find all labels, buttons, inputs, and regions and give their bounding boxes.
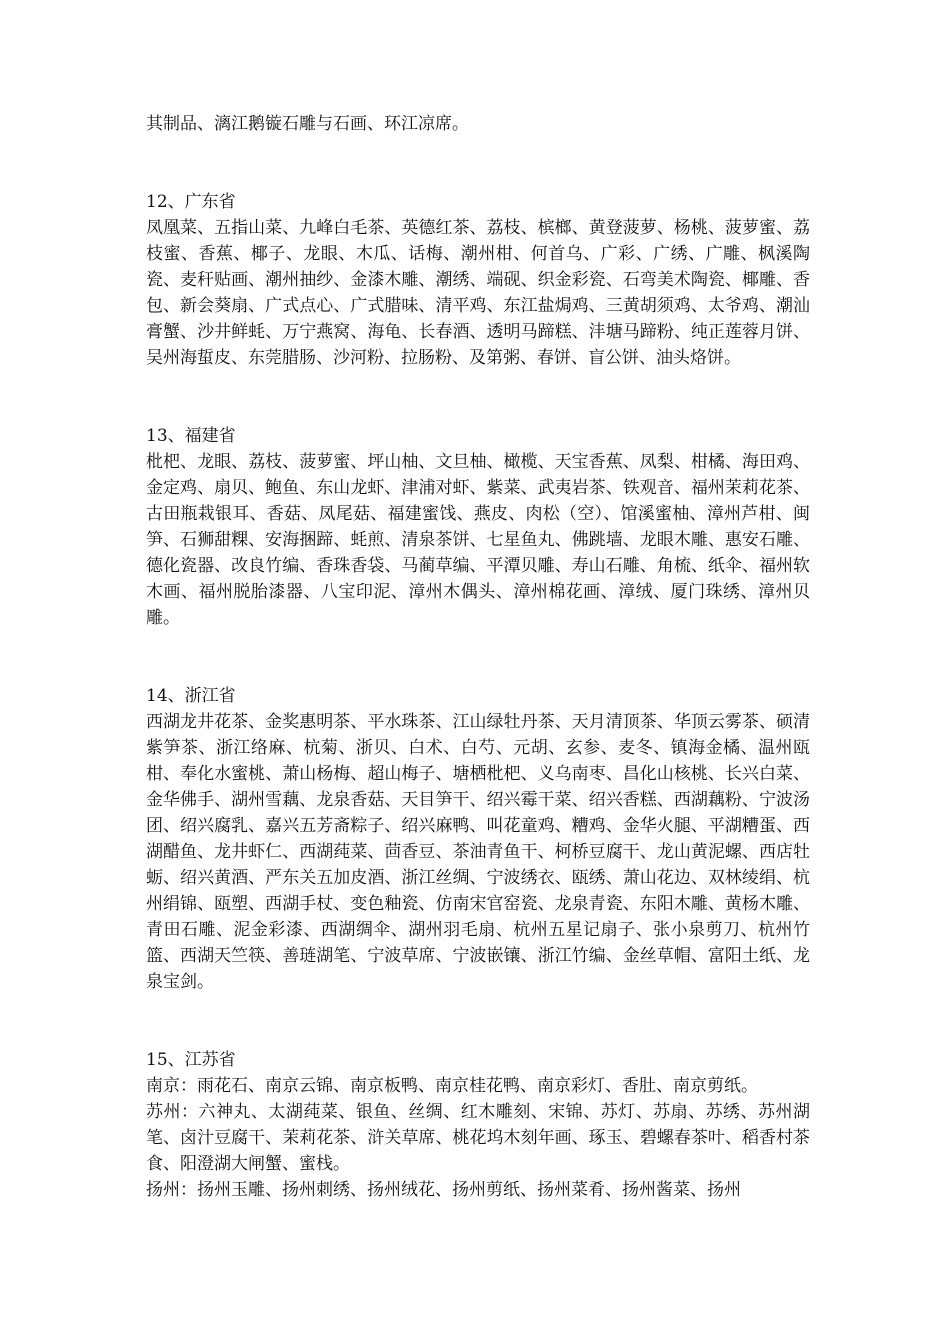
section-paragraph: 枇杷、龙眼、荔枝、菠萝蜜、坪山柚、文旦柚、橄榄、天宝香蕉、凤梨、柑橘、海田鸡、金定鸡、扇贝、鲍鱼、东山龙虾、津浦对虾、紫菜、武夷岩茶、铁观音、福州茉莉花茶、古田瓶栽银耳、香菇、凤尾菇、福建蜜饯、燕皮、肉松（空）、馆溪蜜柚、漳州芦柑、闽笋、石狮甜粿、安海捆蹄、蚝煎、清泉茶饼、七星鱼丸、佛跳墙、龙眼木雕、惠安石雕、德化瓷器、改良竹编、香珠香袋、马蔺草编、平潭贝雕、寿山石雕、角梳、纸伞、福州软木画、福州脱胎漆器、八宝印泥、漳州木偶头、漳州棉花画、漳绒、厦门珠绣、漳州贝雕。	[146, 452, 810, 628]
section-title: 13、福建省	[146, 426, 236, 446]
section-fujian	[146, 423, 810, 631]
section-paragraph-yangzhou: 扬州：扬州玉雕、扬州刺绣、扬州绒花、扬州剪纸、扬州菜肴、扬州酱菜、扬州	[146, 1180, 741, 1200]
section-title: 15、江苏省	[146, 1050, 236, 1070]
section-paragraph-suzhou: 苏州：六神丸、太湖莼菜、银鱼、丝绸、红木雕刻、宋锦、苏灯、苏扇、苏绣、苏州湖笔、卤汁豆腐干、茉莉花茶、浒关草席、桃花坞木刻年画、琢玉、碧螺春茶叶、稻香村茶食、阳澄湖大闸蟹、蜜栈。	[146, 1102, 810, 1174]
section-paragraph: 西湖龙井花茶、金奖惠明茶、平水珠茶、江山绿牡丹茶、天月清顶茶、华顶云雾茶、硕清紫笋茶、浙江络麻、杭菊、浙贝、白术、白芍、元胡、玄参、麦冬、镇海金橘、温州瓯柑、奉化水蜜桃、萧山杨梅、超山梅子、塘栖枇杷、义乌南枣、昌化山核桃、长兴白菜、金华佛手、湖州雪藕、龙泉香菇、天目笋干、绍兴霉干菜、绍兴香糕、西湖藕粉、宁波汤团、绍兴腐乳、嘉兴五芳斋粽子、绍兴麻鸭、叫花童鸡、糟鸡、金华火腿、平湖糟蛋、西湖醋鱼、龙井虾仁、西湖莼菜、茴香豆、茶油青鱼干、柯桥豆腐干、龙山黄泥螺、西店牡蛎、绍兴黄酒、严东关五加皮酒、浙江丝绸、宁波绣衣、瓯绣、萧山花边、双林绫绢、杭州绢锦、瓯塑、西湖手杖、变色釉瓷、仿南宋官窑瓷、龙泉青瓷、东阳木雕、黄杨木雕、青田石雕、泥金彩漆、西湖绸伞、湖州羽毛扇、杭州五星记扇子、张小泉剪刀、杭州竹篮、西湖天竺筷、善琏湖笔、宁波草席、宁波嵌镶、浙江竹编、金丝草帽、富阳土纸、龙泉宝剑。	[146, 712, 810, 992]
section-paragraph-nanjing: 南京：雨花石、南京云锦、南京板鸭、南京桂花鸭、南京彩灯、香肚、南京剪纸。	[146, 1076, 758, 1096]
section-guangdong	[146, 189, 810, 371]
section-title: 12、广东省	[146, 192, 236, 212]
section-jiangsu	[146, 1047, 810, 1203]
section-title: 14、浙江省	[146, 686, 236, 706]
section-zhejiang	[146, 683, 810, 995]
intro-continuation: 其制品、漓江鹅镟石雕与石画、环江凉席。	[146, 114, 469, 134]
document-body	[146, 111, 810, 1203]
section-paragraph: 凤凰菜、五指山菜、九峰白毛茶、英德红茶、荔枝、槟榔、黄登菠萝、杨桃、菠萝蜜、荔枝蜜、香蕉、椰子、龙眼、木瓜、话梅、潮州柑、何首乌、广彩、广绣、广雕、枫溪陶瓷、麦秆贴画、潮州抽纱、金漆木雕、潮绣、端砚、织金彩瓷、石弯美术陶瓷、椰雕、香包、新会葵扇、广式点心、广式腊味、清平鸡、东江盐焗鸡、三黄胡须鸡、太爷鸡、潮汕膏蟹、沙井鲜蚝、万宁燕窝、海龟、长春酒、透明马蹄糕、沣塘马蹄粉、纯正莲蓉月饼、吴州海蜇皮、东莞腊肠、沙河粉、拉肠粉、及第粥、春饼、盲公饼、油头烙饼。	[146, 218, 810, 368]
